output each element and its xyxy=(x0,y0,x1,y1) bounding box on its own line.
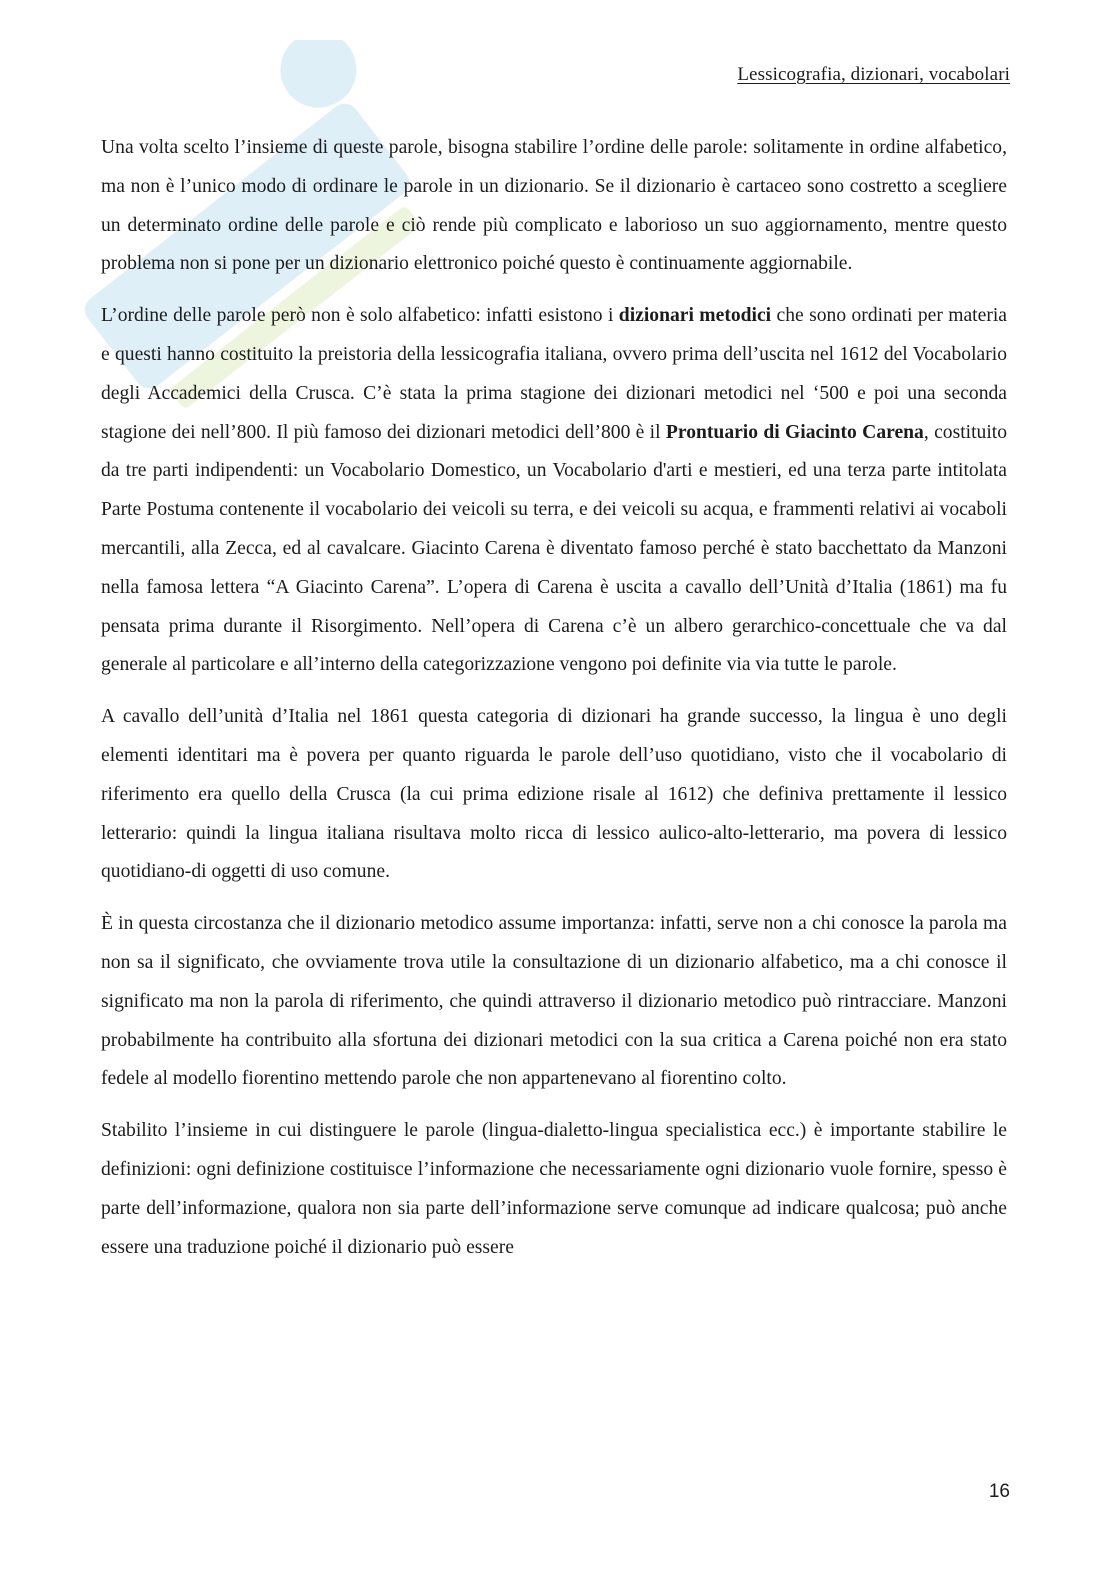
paragraph-2-text-b: che sono ordinati per materia e questi hanno costituito la preistoria della lessicografia italiana, ovvero prima dell’uscita nel 1612 del Vocabolario degli Accademici della Crusca. C’è stata la prima stagione dei dizionari metodici nel ‘500 e poi una seconda stagione dei nell’800. Il più famoso dei dizionari metodici dell’800 è il xyxy=(101,305,1007,443)
page-body xyxy=(101,129,1007,1280)
term-dizionari-metodici: dizionari metodici xyxy=(618,305,772,327)
paragraph-5: Stabilito l’insieme in cui distinguere le parole (lingua-dialetto-lingua specialistica ecc.) è importante stabilire le definizioni: ogni definizione costituisce l’informazione che necessariamente ogni dizionario vuole fornire, spesso è parte dell’informazione, qualora non sia parte dell’informazione serve comunque ad indicare qualcosa; può anche essere una traduzione poiché il dizionario può essere xyxy=(101,1120,1007,1258)
paragraph-2-text-c: , costituito da tre parti indipendenti: un Vocabolario Domestico, un Vocabolario d'arti e mestieri, ed una terza parte intitolata Parte Postuma contenente il vocabolario dei veicoli su terra, e dei veicoli su acqua, e frammenti relativi ai vocaboli mercantili, alla Zecca, ed al cavalcare. Giacinto Carena è diventato famoso perché è stato bacchettato da Manzoni nella famosa lettera “A Giacinto Carena”. L’opera di Carena è uscita a cavallo dell’Unità d’Italia (1861) ma fu pensata prima durante il Risorgimento. Nell’opera di Carena c’è un albero gerarchico-concettuale che va dal generale al particolare e all’interno della categorizzazione vengono poi definite via via tutte le parole. xyxy=(101,421,1008,676)
paragraph-2-text-a: L’ordine delle parole però non è solo alfabetico: infatti esistono i xyxy=(101,305,619,327)
term-prontuario-carena: Prontuario di Giacinto Carena xyxy=(665,421,924,443)
paragraph-1: Una volta scelto l’insieme di queste parole, bisogna stabilire l’ordine delle parole: solitamente in ordine alfabetico, ma non è l’unico modo di ordinare le parole in un dizionario. Se il dizionario è cartaceo sono costretto a scegliere un determinato ordine delle parole e ciò rende più complicato e laborioso un suo aggiornamento, mentre questo problema non si pone per un dizionario elettronico poiché questo è continuamente aggiornabile. xyxy=(101,137,1007,275)
page-number: 16 xyxy=(988,1481,1010,1502)
running-header: Lessicografia, dizionari, vocabolari xyxy=(737,64,1010,85)
paragraph-4: È in questa circostanza che il dizionario metodico assume importanza: infatti, serve non a chi conosce la parola ma non sa il significato, che ovviamente trova utile la consultazione di un dizionario alfabetico, ma a chi conosce il significato ma non la parola di riferimento, che quindi attraverso il dizionario metodico può rintracciare. Manzoni probabilmente ha contribuito alla sfortuna dei dizionari metodici con la sua critica a Carena poiché non era stato fedele al modello fiorentino mettendo parole che non appartenevano al fiorentino colto. xyxy=(101,913,1007,1090)
paragraph-2 xyxy=(101,297,1007,685)
paragraph-3: A cavallo dell’unità d’Italia nel 1861 questa categoria di dizionari ha grande successo, la lingua è uno degli elementi identitari ma è povera per quanto riguarda le parole dell’uso quotidiano, visto che il vocabolario di riferimento era quello della Crusca (la cui prima edizione risale al 1612) che definiva prettamente il lessico letterario: quindi la lingua italiana risultava molto ricca di lessico aulico-alto-letterario, ma povera di lessico quotidiano-di oggetti di uso comune. xyxy=(101,706,1007,883)
